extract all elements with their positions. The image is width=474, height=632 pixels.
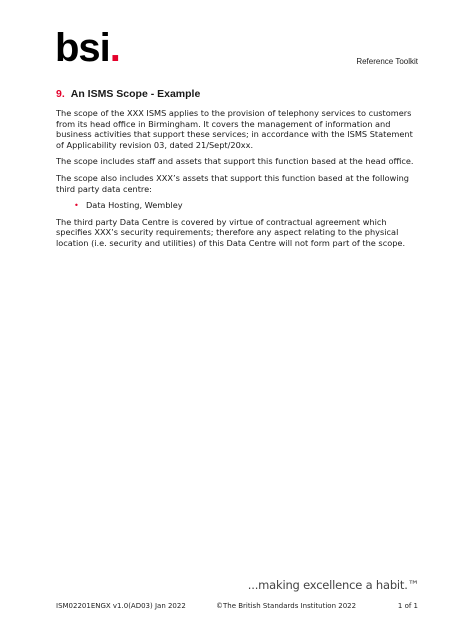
footer-copyright: ©The British Standards Institution 2022 <box>216 602 357 610</box>
scope-paragraph-4: The third party Data Centre is covered by virtue of contractual agreement which specifies XXX’s security requirements; therefore any aspect relating to the physical location (i.e. security and utilities) of this Data Centre will not form part of the scope. <box>56 216 406 248</box>
tagline: ...making excellence a habit.™ <box>247 578 419 592</box>
third-party-list <box>74 200 418 211</box>
scope-paragraph-2: The scope includes staff and assets that support this function based at the head office. <box>56 156 414 167</box>
list-item: • Data Hosting, Wembley <box>74 200 418 211</box>
scope-paragraph-1: The scope of the XXX ISMS applies to the provision of telephony services to customers from its head office in Birmingham. It covers the management of information and business activities that support these services; in accordance with the ISMS Statement of Applicability revision 03, dated 21/Sept/20xx. <box>56 108 413 150</box>
section-title: An ISMS Scope - Example <box>70 88 201 100</box>
section-heading <box>56 88 418 101</box>
section-number: 9. <box>56 88 65 100</box>
footer-page-number: 1 of 1 <box>397 602 418 610</box>
logo-dot: . <box>109 26 120 70</box>
bsi-logo <box>55 28 120 68</box>
logo-text: bsi <box>55 26 110 70</box>
main-content <box>56 88 418 255</box>
scope-paragraph-3: The scope also includes XXX’s assets that support this function based at the following third party data centre: <box>56 172 409 194</box>
footer-doc-ref: ISM02201ENGX v1.0(AD03) Jan 2022 <box>56 602 186 610</box>
header-label: Reference Toolkit <box>356 57 418 66</box>
